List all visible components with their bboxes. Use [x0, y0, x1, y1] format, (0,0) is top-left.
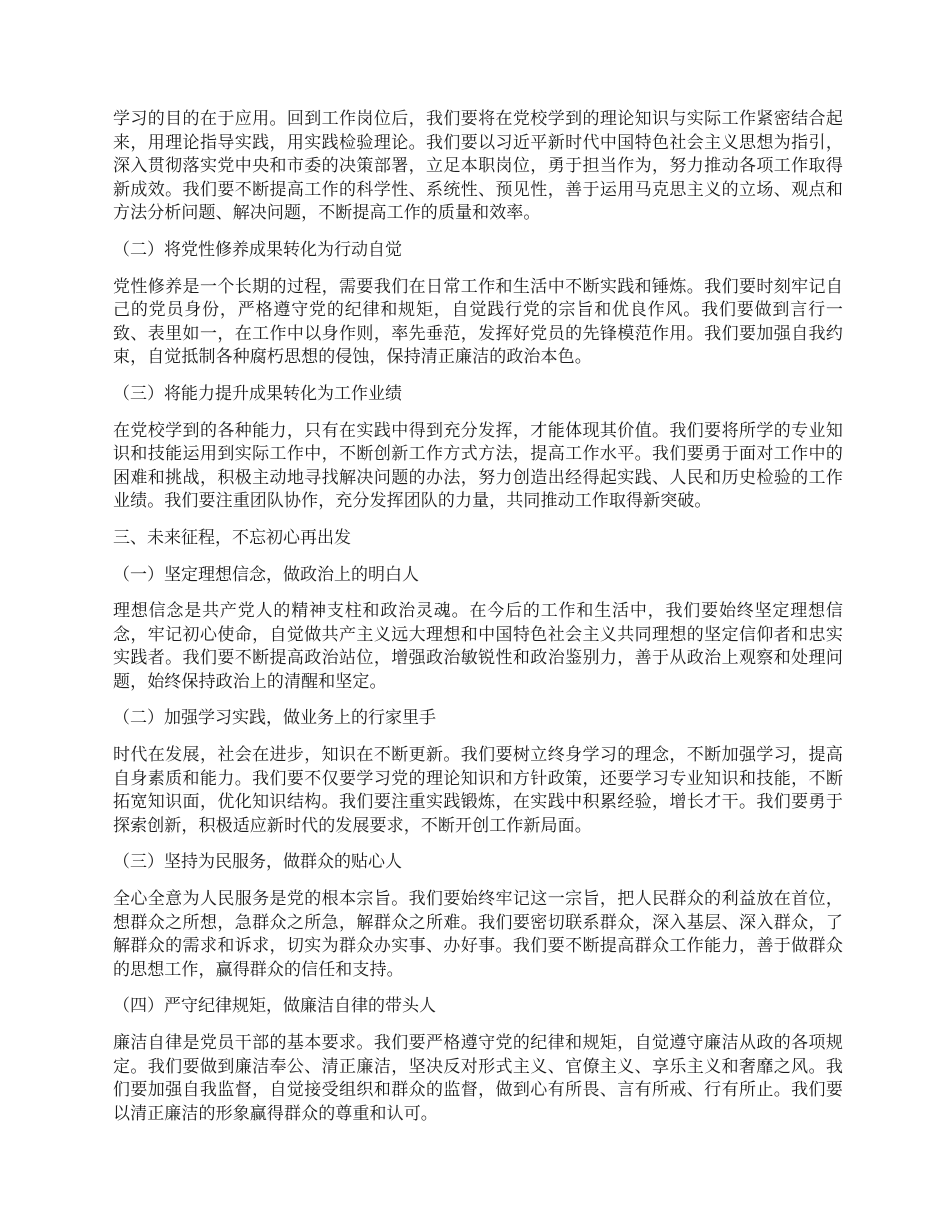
document-body	[113, 108, 843, 1139]
paragraph-ability: 在党校学到的各种能力，只有在实践中得到充分发挥，才能体现其价值。我们要将所学的专业知识和技能运用到实际工作中，不断创新工作方式方法，提高工作水平。我们要勇于面对工作中的困难和挑战，积极主动地寻找解决问题的办法，努力创造出经得起实践、人民和历史检验的工作业绩。我们要注重团队协作，充分发挥团队的力量，共同推动工作取得新突破。	[113, 420, 843, 512]
paragraph-ideals: 理想信念是共产党人的精神支柱和政治灵魂。在今后的工作和生活中，我们要始终坚定理想信念，牢记初心使命，自觉做共产主义远大理想和中国特色社会主义共同理想的坚定信仰者和忠实实践者。我们要不断提高政治站位，增强政治敏锐性和政治鉴别力，善于从政治上观察和处理问题，始终保持政治上的清醒和坚定。	[113, 601, 843, 692]
paragraph-study-practice: 时代在发展，社会在进步，知识在不断更新。我们要树立终身学习的理念，不断加强学习，提高自身素质和能力。我们要不仅要学习党的理论知识和方针政策，还要学习专业知识和技能，不断拓宽知识面，优化知识结构。我们要注重实践锻炼，在实践中积累经验，增长才干。我们要勇于探索创新，积极适应新时代的发展要求，不断开创工作新局面。	[113, 745, 843, 836]
paragraph-apply-learning: 学习的目的在于应用。回到工作岗位后，我们要将在党校学到的理论知识与实际工作紧密结合起来，用理论指导实践，用实践检验理论。我们要以习近平新时代中国特色社会主义思想为指引，深入贯彻落实党中央和市委的决策部署，立足本职岗位，勇于担当作为，努力推动各项工作取得新成效。我们要不断提高工作的科学性、系统性、预见性，善于运用马克思主义的立场、观点和方法分析问题、解决问题，不断提高工作的质量和效率。	[113, 109, 843, 224]
paragraph-serve-people: 全心全意为人民服务是党的根本宗旨。我们要始终牢记这一宗旨，把人民群众的利益放在首位，想群众之所想，急群众之所急，解群众之所难。我们要密切联系群众，深入基层、深入群众，了解群众的需求和诉求，切实为群众办实事、办好事。我们要不断提高群众工作能力，善于做群众的思想工作，赢得群众的信任和支持。	[113, 889, 843, 980]
section-heading-ability: （三）将能力提升成果转化为工作业绩	[113, 383, 402, 404]
section-heading-study-practice: （二）加强学习实践，做业务上的行家里手	[113, 708, 436, 729]
paragraph-discipline: 廉洁自律是党员干部的基本要求。我们要严格遵守党的纪律和规矩，自觉遵守廉洁从政的各项规定。我们要做到廉洁奉公、清正廉洁，坚决反对形式主义、官僚主义、享乐主义和奢靡之风。我们要加强自我监督，自觉接受组织和群众的监督，做到心有所畏、言有所戒、行有所止。我们要以清正廉洁的形象赢得群众的尊重和认可。	[113, 1033, 843, 1124]
paragraph-party-spirit: 党性修养是一个长期的过程，需要我们在日常工作和生活中不断实践和锤炼。我们要时刻牢记自己的党员身份，严格遵守党的纪律和规矩，自觉践行党的宗旨和优良作风。我们要做到言行一致、表里如一，在工作中以身作则，率先垂范，发挥好党员的先锋模范作用。我们要加强自我约束，自觉抵制各种腐朽思想的侵蚀，保持清正廉洁的政治本色。	[113, 276, 843, 368]
chapter-heading-future: 三、未来征程，不忘初心再出发	[113, 527, 351, 548]
section-heading-serve-people: （三）坚持为民服务，做群众的贴心人	[113, 852, 402, 873]
section-heading-party-spirit: （二）将党性修养成果转化为行动自觉	[113, 239, 402, 260]
section-heading-ideals: （一）坚定理想信念，做政治上的明白人	[113, 564, 419, 585]
section-heading-discipline: （四）严守纪律规矩，做廉洁自律的带头人	[113, 996, 436, 1017]
